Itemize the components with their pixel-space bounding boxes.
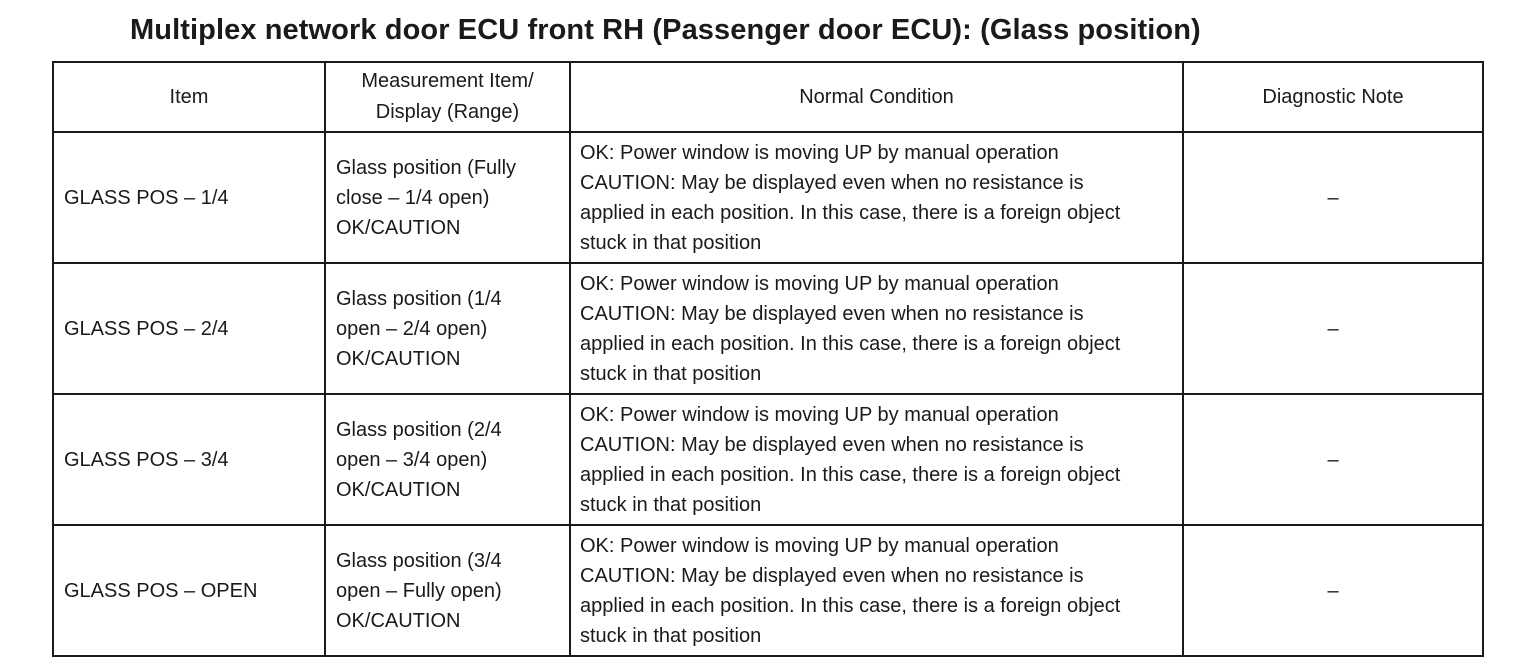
diagnostic-note-cell: – xyxy=(1183,263,1483,394)
header-normal-condition: Normal Condition xyxy=(570,62,1183,132)
normal-condition-cell xyxy=(570,132,1183,263)
page-title: Multiplex network door ECU front RH (Passenger door ECU): (Glass position) xyxy=(130,14,1201,46)
diagnostic-note-cell: – xyxy=(1183,394,1483,525)
measurement-line: Glass position (Fully xyxy=(336,156,517,179)
measurement-line: open – 3/4 open) xyxy=(336,448,488,471)
normal-condition-line: applied in each position. In this case, there is a foreign object xyxy=(580,332,1121,355)
measurement-line: open – 2/4 open) xyxy=(336,317,488,340)
header-item: Item xyxy=(53,62,325,132)
normal-condition-line: CAUTION: May be displayed even when no resistance is xyxy=(580,564,1084,587)
item-cell: GLASS POS – 3/4 xyxy=(53,394,325,525)
normal-condition-line: stuck in that position xyxy=(580,362,762,385)
normal-condition-line: applied in each position. In this case, there is a foreign object xyxy=(580,201,1121,224)
measurement-cell xyxy=(325,394,570,525)
measurement-line: OK/CAUTION xyxy=(336,216,461,239)
measurement-line: OK/CAUTION xyxy=(336,478,461,501)
measurement-line: Glass position (3/4 xyxy=(336,549,502,572)
normal-condition-line: stuck in that position xyxy=(580,624,762,647)
measurement-line: OK/CAUTION xyxy=(336,347,461,370)
header-measurement-line: Display (Range) xyxy=(375,101,520,123)
item-cell: GLASS POS – 1/4 xyxy=(53,132,325,263)
measurement-line: Glass position (2/4 xyxy=(336,418,502,441)
normal-condition-line: applied in each position. In this case, there is a foreign object xyxy=(580,463,1121,486)
table-header-row xyxy=(53,62,1483,132)
normal-condition-line: CAUTION: May be displayed even when no resistance is xyxy=(580,171,1084,194)
normal-condition-cell xyxy=(570,263,1183,394)
normal-condition-cell xyxy=(570,394,1183,525)
normal-condition-line: applied in each position. In this case, there is a foreign object xyxy=(580,594,1121,617)
table-row xyxy=(53,263,1483,394)
table-row xyxy=(53,132,1483,263)
table-row xyxy=(53,394,1483,525)
normal-condition-line: CAUTION: May be displayed even when no resistance is xyxy=(580,433,1084,456)
measurement-line: OK/CAUTION xyxy=(336,609,461,632)
glass-position-table xyxy=(52,61,1484,657)
header-diagnostic-note: Diagnostic Note xyxy=(1183,62,1483,132)
normal-condition-cell xyxy=(570,525,1183,656)
normal-condition-line: CAUTION: May be displayed even when no resistance is xyxy=(580,302,1084,325)
measurement-line: open – Fully open) xyxy=(336,579,502,602)
table-row xyxy=(53,525,1483,656)
diagnostic-note-cell: – xyxy=(1183,525,1483,656)
diagnostic-note-cell: – xyxy=(1183,132,1483,263)
item-cell: GLASS POS – OPEN xyxy=(53,525,325,656)
normal-condition-line: OK: Power window is moving UP by manual operation xyxy=(580,141,1059,164)
measurement-line: Glass position (1/4 xyxy=(336,287,502,310)
normal-condition-line: stuck in that position xyxy=(580,231,762,254)
header-measurement xyxy=(325,62,570,132)
normal-condition-line: OK: Power window is moving UP by manual operation xyxy=(580,534,1059,557)
normal-condition-line: OK: Power window is moving UP by manual operation xyxy=(580,403,1059,426)
item-cell: GLASS POS – 2/4 xyxy=(53,263,325,394)
measurement-cell xyxy=(325,525,570,656)
measurement-cell xyxy=(325,263,570,394)
measurement-cell xyxy=(325,132,570,263)
header-measurement-line: Measurement Item/ xyxy=(361,70,534,92)
measurement-line: close – 1/4 open) xyxy=(336,186,490,209)
normal-condition-line: stuck in that position xyxy=(580,493,762,516)
normal-condition-line: OK: Power window is moving UP by manual operation xyxy=(580,272,1059,295)
